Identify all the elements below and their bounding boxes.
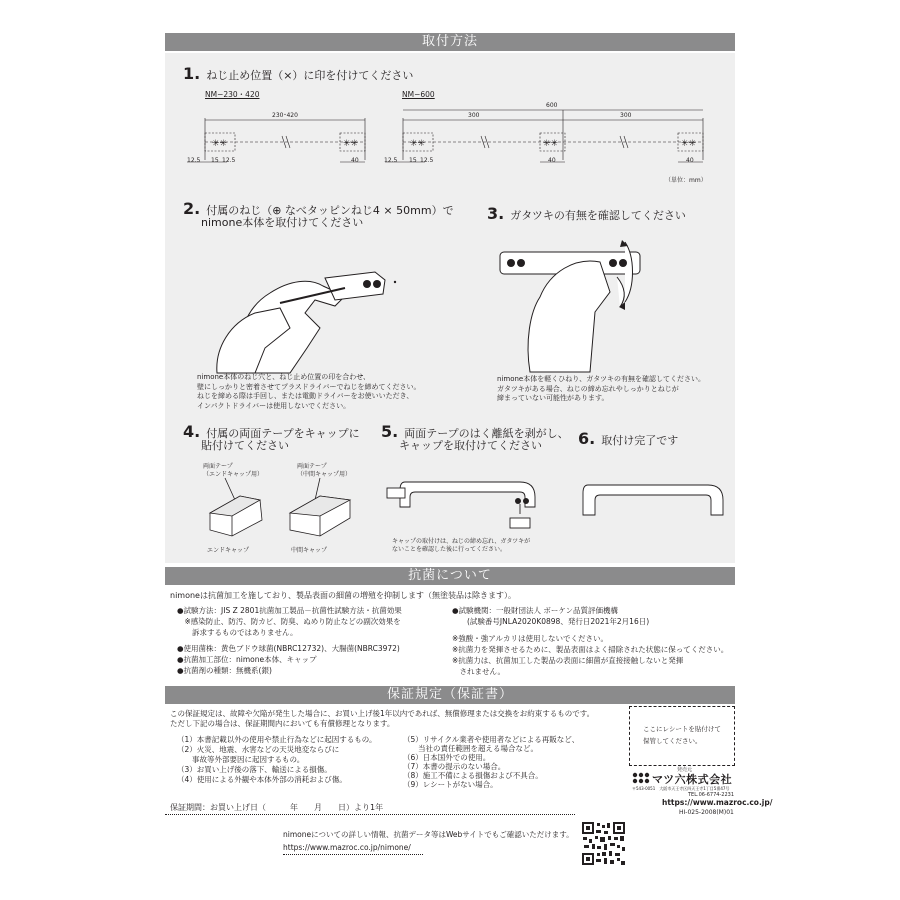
step2-note: nimone本体のねじ穴と、ねじ止め位置の印を合わせ、 壁にしっかりと密着させてプラスドライバーでねじを締めてください。 ねじを締める際は手回し、または電動ドライバーをお使いいただき、 インパクトドライバーは使用しないでください。 bbox=[197, 373, 421, 410]
footer-text: nimoneについての詳しい情報、抗菌データ等はWebサイトでもご確認いただけます。 bbox=[283, 830, 574, 839]
dim-a-40: 40 bbox=[351, 157, 359, 164]
step1-text: ねじ止め位置（×）に印を付けてください bbox=[206, 69, 414, 82]
svg-text:✳✳: ✳✳ bbox=[543, 139, 559, 149]
step2-num: 2. bbox=[183, 199, 201, 218]
step3-num: 3. bbox=[487, 204, 505, 223]
document-code: HI-025-2008(M)01 bbox=[679, 809, 734, 816]
warranty-left-list: （1）本書記載以外の使用や禁止行為などに起因するもの。 （2）火災、地震、水害などの天災地変ならびに 事故等外部要因に起因するもの。 （3）お買い上げ後の落下、輸送による損傷。 （4）使用による外観や本体外部の消耗および傷。 bbox=[177, 735, 377, 784]
step5-text-1: 両面テープのはく離紙を剥がし、 bbox=[404, 427, 569, 440]
antibac-header: 抗菌について bbox=[165, 567, 735, 585]
dim-a-small-2: 12.5 bbox=[222, 157, 236, 164]
step3-text: ガタツキの有無を確認してください bbox=[510, 209, 686, 222]
step6-text: 取付け完了です bbox=[601, 434, 679, 447]
svg-text:✳✳: ✳✳ bbox=[681, 139, 697, 149]
svg-text:✳✳: ✳✳ bbox=[343, 139, 359, 149]
warranty-intro-2: ただし下記の場合は、保証期間内においても有償修理となります。 bbox=[170, 719, 395, 728]
dim-a-small-1: 12.5 bbox=[187, 157, 201, 164]
svg-text:✳✳: ✳✳ bbox=[410, 139, 426, 149]
qr-code-icon[interactable] bbox=[582, 822, 625, 865]
antibac-intro: nimoneは抗菌加工を施しており、製品表面の細菌の増殖を抑制します（無塗装品は除きます）。 bbox=[170, 591, 516, 600]
step4-text-1: 付属の両面テープをキャップに bbox=[206, 427, 360, 440]
company-address: 〒543-0051 大阪市天王寺区四天王寺1丁目5番47号 bbox=[632, 786, 730, 791]
step2-text-1: 付属のねじ（⊕ なべタッピンねじ4 × 50mm）で bbox=[206, 204, 454, 217]
warranty-period: 保証期間：お買い上げ日（ 年 月 日）より1年 bbox=[170, 803, 384, 812]
step5-num: 5. bbox=[381, 422, 399, 441]
step2-title-2: nimone本体を取付けてください bbox=[201, 216, 364, 229]
dim-b-15: 15 bbox=[409, 157, 417, 164]
step2-illustration bbox=[195, 238, 415, 378]
step4-title-2: 貼付けてください bbox=[201, 439, 289, 452]
dim-b-half-left: 300 bbox=[468, 112, 480, 119]
step1-diagram bbox=[165, 100, 735, 190]
tape-mid-label: 両面テープ （中間キャップ用） bbox=[297, 463, 352, 478]
step3-illustration bbox=[495, 232, 655, 372]
company-name: マツ六株式会社 bbox=[652, 773, 733, 786]
dim-a-total: 230･420 bbox=[272, 112, 298, 119]
warranty-right-list: （5）リサイクル業者や使用者などによる再販など、 当社の責任範囲を超える場合など。 （6）日本国外での使用。 （7）本書の提示のない場合。 （8）施工不備による損傷および不具合。 （9）レシートがない場合。 bbox=[403, 735, 580, 789]
svg-text:✳✳: ✳✳ bbox=[212, 139, 228, 149]
warranty-period-line bbox=[165, 814, 575, 815]
warranty-header: 保証規定（保証書） bbox=[165, 686, 735, 704]
step3-title bbox=[487, 204, 686, 223]
company-tel: TEL.06-6774-2231 bbox=[688, 792, 735, 798]
model-a-label: NM−230・420 bbox=[205, 90, 260, 99]
receipt-text: ここにレシートを貼付けて 保管してください。 bbox=[643, 725, 721, 745]
cap-end-label: エンドキャップ bbox=[207, 547, 250, 554]
model-b-label: NM−600 bbox=[402, 90, 435, 99]
step6-num: 6. bbox=[578, 429, 596, 448]
dim-b-small-1: 12.5 bbox=[384, 157, 398, 164]
step3-note: nimone本体を軽くひねり、ガタツキの有無を確認してください。 ガタツキがある場合、ねじの締め忘れやしっかりとねじが 締まっていない可能性があります。 bbox=[497, 375, 706, 402]
step1-title bbox=[183, 64, 414, 83]
unit-label: （単位：mm） bbox=[665, 177, 707, 184]
cap-mid-label: 中間キャップ bbox=[291, 547, 328, 554]
seller-label: 発売元 bbox=[677, 767, 693, 773]
step6-title bbox=[578, 429, 679, 448]
dim-a-15: 15 bbox=[211, 157, 219, 164]
dim-b-small-2: 12.5 bbox=[420, 157, 434, 164]
tape-end-label: 両面テープ （エンドキャップ用） bbox=[203, 463, 264, 478]
step5-note: キャップの取付けは、ねじの締め忘れ、ガタツキが ないことを確認した後に行ってください。 bbox=[392, 538, 531, 553]
warranty-intro-1: この保証規定は、故障や欠陥が発生した場合に、お買い上げ後1年以内であれば、無償修理または交換をお約束するものです。 bbox=[170, 709, 595, 718]
step1-num: 1. bbox=[183, 64, 201, 83]
company-url[interactable]: https://www.mazroc.co.jp/ bbox=[662, 798, 773, 807]
step5-illustration bbox=[385, 462, 545, 532]
company-logo-icon bbox=[630, 772, 650, 784]
antibac-right: ●試験機関：一般財団法人 ボーケン品質評価機構 (試験番号JNLA2020K0898、発行日2021年2月16日) ※強酸・強アルカリは使用しないでください。 ※抗菌力を発揮させるために、製品表面はよく掃除された状態に保ってください。 ※抗菌力は、抗菌加工した製品の表面に細菌が直接接触しないと発揮 されません。 bbox=[452, 606, 729, 676]
install-header: 取付方法 bbox=[165, 33, 735, 51]
step4-illustration bbox=[200, 478, 370, 543]
dim-b-40-mid: 40 bbox=[548, 157, 556, 164]
footer-url[interactable]: https://www.mazroc.co.jp/nimone/ bbox=[283, 843, 411, 852]
dim-b-total: 600 bbox=[546, 102, 558, 109]
footer-url-underline bbox=[283, 854, 423, 855]
step5-title-2: キャップを取付けてください bbox=[399, 439, 542, 452]
antibac-left: ●試験方法：JIS Z 2801抗菌加工製品－抗菌性試験方法・抗菌効果 ※感染防止、防汚、防カビ、防臭、ぬめり防止などの副次効果を 訴求するものではありません。 ●使用菌株：黄色ブドウ球菌(NBRC12732)、大腸菌(NBRC3972) ●抗菌加工部位：nimone本体、キャップ ●抗菌剤の種類：無機系(銀) bbox=[177, 606, 402, 675]
step4-num: 4. bbox=[183, 422, 201, 441]
step6-illustration bbox=[578, 465, 728, 520]
dim-b-half-right: 300 bbox=[620, 112, 632, 119]
dim-b-40-end: 40 bbox=[686, 157, 694, 164]
